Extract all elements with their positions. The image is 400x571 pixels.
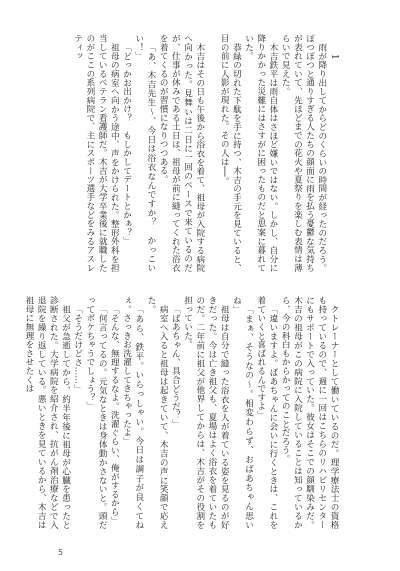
chapter-number: 1 [329, 54, 339, 60]
paragraph: 「そうだけどさ……」 [72, 304, 83, 393]
paragraph: 木吉鉄平は雨自体はさほど嫌いではない。しかし、自分に降りかかった災難にはさすがに困ったものだと思案に暮れていた。 [243, 34, 278, 272]
paragraph: 雨が降り出してからどのくらいの時間が経ったのだろう。ぽつぽつと通りすぎる人たちの顔面に雨を払う憂鬱な気持ちが表れていて、先ほどまでの花火や夏祭りを楽しむ表情は薄らいで見えた。 [280, 34, 327, 272]
paragraph: 「あら、鉄平。いらっしゃい。今日は調子が良くてねぇ。さっきお洗濯してきちゃったよ」 [121, 296, 144, 529]
paragraph: クトレーナーとして働いているのだ。理学療法士の資格も持っているので、週に一回はこちらのリハビリセンターにもサポートで入っていた。彼女はそこでの顔馴染みだ。木吉の祖母がこの病院に入院していることは知っているから、今の科白もからかってのことだろう。 [280, 296, 339, 529]
paragraph: 恭緑の切れた下駄を手に持つ、木吉の手元を見ていると、目の前に人影が現れた。その人は──。 [219, 34, 242, 272]
paragraph: 「ばあちゃん、具合どうだ？」 [170, 304, 181, 428]
paragraph: 祖母は自分で縫った浴衣を人が着ている姿を見るのが好きだった。今は亡き祖父も、夏場はよく浴衣を着ていたものだ。二年前に祖父が他界してからは、木吉がその役割を担っていた。 [182, 296, 230, 529]
paragraph: 病室へ入ると祖母は起きていて、木吉の声に笑顔で応えた。 [145, 296, 169, 529]
paragraph: 祖母の病室へ向かう途中、声をかけられた。整形外科を担当しているベテラン看護師だ。木吉が大学卒業後に就職したのがここの系列病院で、主にスポーツ選手などをみるアスレティッ [72, 34, 120, 272]
paragraph: 木吉はその日も午後から浴衣を着て、祖母が入院する病院へ向かった。見舞いは二日に一回のペースで来ているのだが、仕事が休みである土日は、祖母が前に縫ってくれた浴衣を着てくるのが習慣になりつつある。 [158, 34, 205, 272]
paragraph: 「そんな、無理するなよ。洗濯ぐらい、俺がするから」 [109, 304, 120, 525]
paragraph: 「どっかお出かけ？ もしかしてデートとかぁ？」 [121, 42, 132, 245]
paragraph: 祖父が急逝してから、約半年後に祖母が心臓を患ったと診断された。大学病院を紹介され、抗がん剤治療などで入退院を繰り返している。悪いときを見ているから、木吉は祖母に無理をさせたくは [23, 296, 71, 529]
upper-text-block [15, 34, 340, 272]
page-number: 5 [58, 548, 64, 557]
paragraph: 「まぁ、そうなの〜。相変わらず、おばあちゃん思いね」 [231, 296, 254, 529]
paragraph: 「何言ってるの。元気なときは身体動かさないと。頭だってボケちゃうでしょう？」 [84, 296, 108, 529]
paragraph: 「あ、木吉先生〜、今日は浴衣なんですか？ かっこいい！」 [133, 34, 156, 272]
section-gap [206, 34, 218, 272]
lower-text-block [15, 296, 340, 529]
paragraph: 「違いますよ。ばあちゃんに会いに行くときは、これを着ていくと喜ばれるんですよ」 [255, 296, 278, 529]
